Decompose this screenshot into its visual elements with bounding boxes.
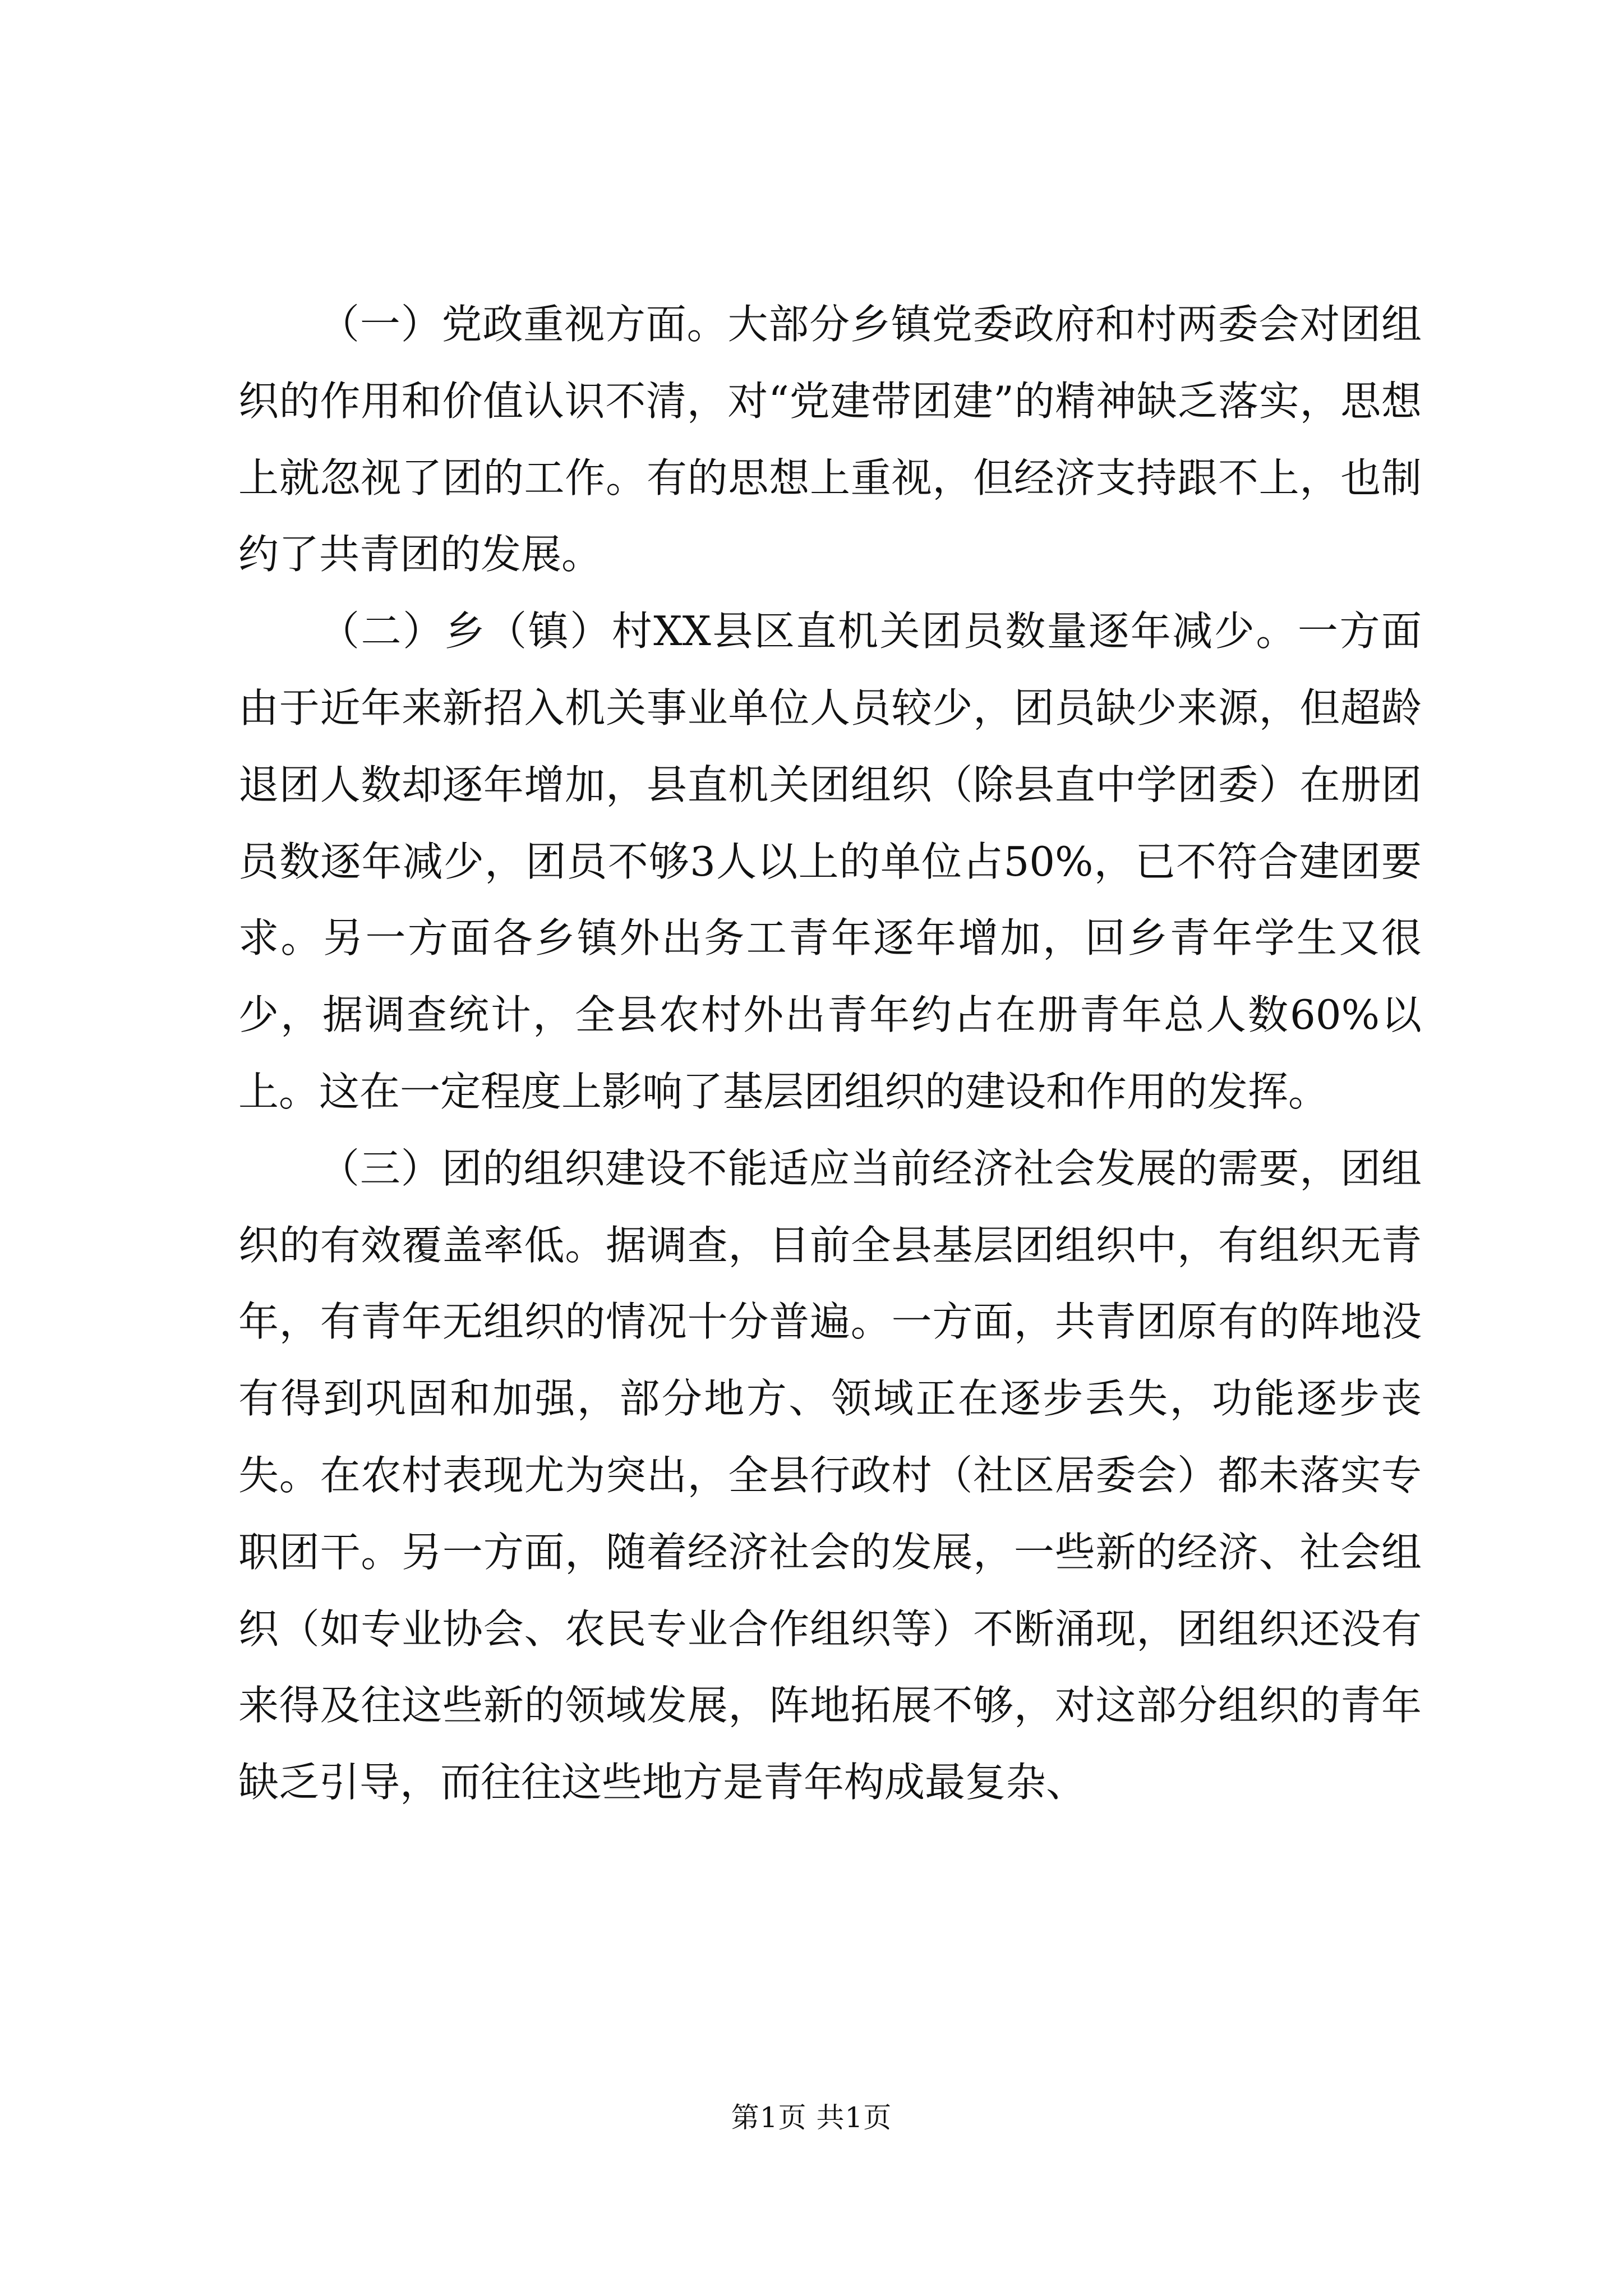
paragraph-1: （一）党政重视方面。大部分乡镇党委政府和村两委会对团组织的作用和价值认识不清，对“党建带团建”的精神缺乏落实，思想上就忽视了团的工作。有的思想上重视，但经济支持跟不上，也制约了共青团的发展。: [238, 301, 1422, 578]
document-body: [238, 286, 1422, 1821]
paragraph-2: （二）乡（镇）村XX县区直机关团员数量逐年减少。一方面由于近年来新招入机关事业单位人员较少，团员缺少来源，但超龄退团人数却逐年增加，县直机关团组织（除县直中学团委）在册团员数逐年减少，团员不够3人以上的单位占50%，已不符合建团要求。另一方面各乡镇外出务工青年逐年增加，回乡青年学生又很少，据调查统计，全县农村外出青年约占在册青年总人数60%以上。这在一定程度上影响了基层团组织的建设和作用的发挥。: [238, 608, 1422, 1115]
paragraph-3: （三）团的组织建设不能适应当前经济社会发展的需要，团组织的有效覆盖率低。据调查，目前全县基层团组织中，有组织无青年，有青年无组织的情况十分普遍。一方面，共青团原有的阵地没有得到巩固和加强，部分地方、领域正在逐步丢失，功能逐步丧失。在农村表现尤为突出，全县行政村（社区居委会）都未落实专职团干。另一方面，随着经济社会的发展，一些新的经济、社会组织（如专业协会、农民专业合作组织等）不断涌现，团组织还没有来得及往这些新的领域发展，阵地拓展不够，对这部分组织的青年缺乏引导，而往往这些地方是青年构成最复杂、: [238, 1144, 1422, 1806]
page-footer: 第1页 共1页: [731, 2101, 892, 2134]
